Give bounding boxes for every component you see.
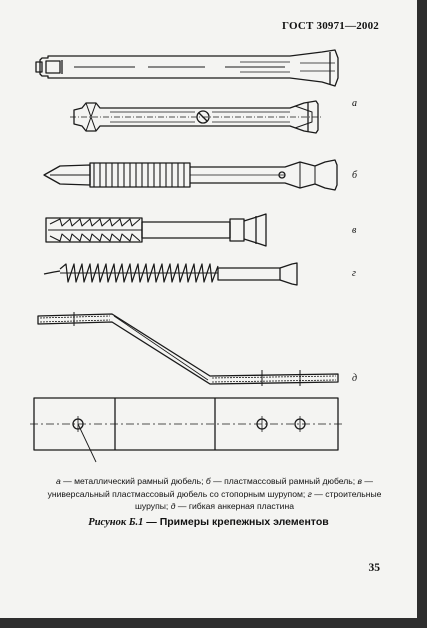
- figure-label-v: в: [352, 225, 357, 236]
- metal-frame-dowel-drawing: [70, 101, 322, 133]
- scan-edge-right: [417, 0, 427, 628]
- universal-dowel-drawing: [46, 214, 266, 246]
- plastic-frame-dowel-drawing: [44, 160, 337, 190]
- legend-text-b: — пластмассовый рамный дюбель;: [210, 476, 358, 486]
- legend-letter-d: д: [170, 501, 176, 511]
- page-number: 35: [368, 562, 380, 574]
- legend-text-v: — универсальный пластмассовый дюбель со стопорным шурупом;: [47, 476, 374, 499]
- legend-text-g: — строительные шурупы;: [135, 488, 382, 511]
- figure-label-d: д: [352, 373, 358, 384]
- legend-letter-v: в: [357, 476, 363, 486]
- anchor-plate-side-drawing: [38, 312, 338, 386]
- figure-label-g: г: [352, 268, 356, 279]
- anchor-plate-top-drawing: [30, 398, 342, 462]
- legend-text-d: — гибкая анкерная пластина: [175, 501, 294, 511]
- scan-edge-bottom: [0, 618, 427, 628]
- legend-letter-g: г: [307, 488, 312, 499]
- page-header-standard: ГОСТ 30971—2002: [282, 20, 379, 32]
- legend-letter-a: а: [55, 476, 61, 486]
- figure-title: [0, 516, 417, 528]
- building-screw-drawing: [44, 263, 297, 285]
- legend-text-a: — металлический рамный дюбель;: [60, 476, 206, 486]
- figure-number: Рисунок Б.1: [88, 517, 144, 528]
- figure-title-text: — Примеры крепежных элементов: [143, 516, 329, 528]
- figure-label-b: б: [352, 170, 358, 181]
- figure-legend: [42, 475, 387, 513]
- legend-letter-b: б: [205, 476, 211, 486]
- figure-label-a: а: [352, 98, 357, 109]
- sleeve-dowel-drawing: [36, 50, 338, 86]
